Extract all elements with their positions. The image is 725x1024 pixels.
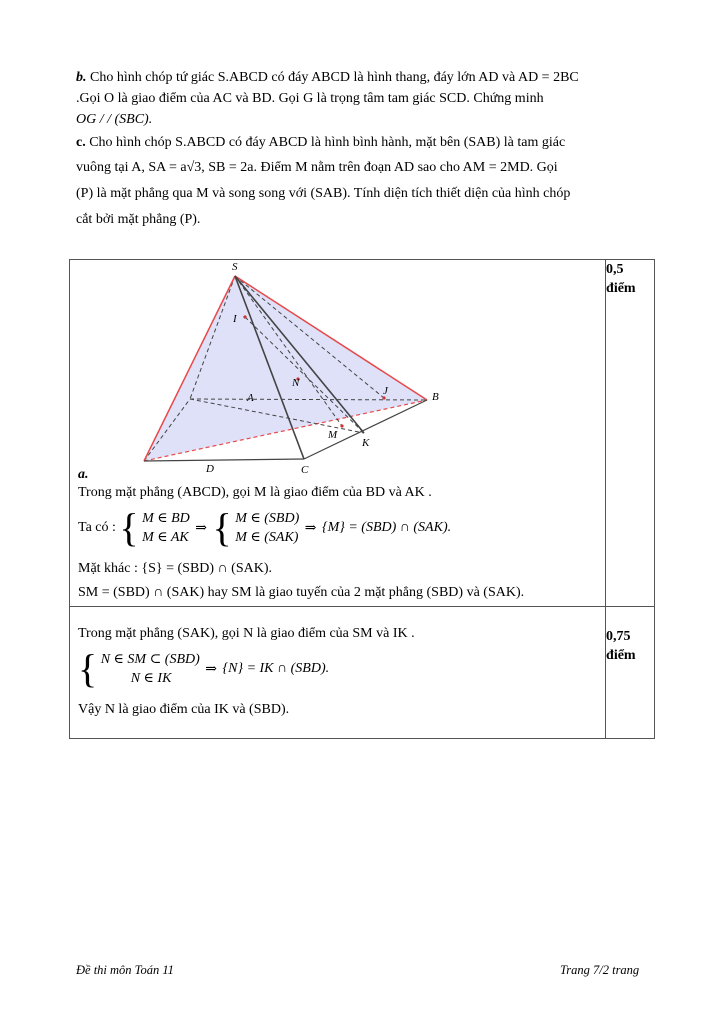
pyramid-figure [132,260,452,475]
problem-b [76,67,656,130]
solution-row-a-content [70,260,606,607]
row-a-line4: SM = (SBD) ∩ (SAK) hay SM là giao tuyến của 2 mặt phẳng (SBD) và (SAK). [78,585,525,600]
solution-row-b-content [70,607,606,739]
label-d: D [206,463,214,475]
footer-left: Đề thi môn Toán 11 [76,963,174,977]
label-m: M [328,429,338,441]
points-row-b: 0,75 điểm [606,607,655,739]
problem-b-label: b. [76,70,87,85]
solution-row-b [70,607,655,739]
left-brace: { [119,505,139,550]
system-left: M ∈ BD M ∈ AK [142,511,190,545]
row-a-system: Ta có : { M ∈ BD M ∈ AK ⇒ { M ∈ (SBD) M ∈ (SAK) ⇒ {M} = (SBD) ∩ (SAK). [78,505,452,550]
point-i [243,315,246,318]
label-j: J [383,385,388,397]
problem-c [76,131,656,233]
left-brace: { [78,646,98,691]
label-c: C [301,464,309,475]
row-b-line3: Vậy N là giao điểm của IK và (SBD). [78,702,290,717]
label-i: I [233,313,237,325]
problem-c-line1: c. Cho hình chóp S.ABCD có đáy ABCD là hình bình hành, mặt bên (SAB) là tam giác [76,135,566,150]
row-b-line1: Trong mặt phẳng (SAK), gọi N là giao điểm của SM và IK . [78,626,415,641]
problem-c-label: c. [76,135,86,150]
problem-b-line3: OG / / (SBC). [76,112,153,127]
row-a-line3: Mặt khác : {S} = (SBD) ∩ (SAK). [78,561,272,576]
solution-row-a [70,260,655,607]
label-k: K [362,437,370,449]
label-a: A [247,392,254,404]
edge-dc [144,459,304,461]
points-row-a: 0,5 điểm [606,260,655,607]
footer-right: Trang 7/2 trang [560,963,640,977]
system-right: M ∈ (SBD) M ∈ (SAK) [235,511,300,545]
row-a-line1: Trong mặt phẳng (ABCD), gọi M là giao điểm của BD và AK . [78,485,432,500]
label-n: N [292,377,300,389]
row-b-system: { N ∈ SM ⊂ (SBD) N ∈ IK ⇒ {N} = IK ∩ (SBD). [78,646,330,691]
system-n: N ∈ SM ⊂ (SBD) N ∈ IK [100,652,200,686]
label-s: S [232,261,238,273]
solution-table [69,259,655,739]
shaded-plane-sdk [144,276,427,461]
problem-c-line3: (P) là mặt phẳng qua M và song song với (SAB). Tính diện tích thiết diện của hình chóp [76,186,571,201]
left-brace: { [212,505,232,550]
point-m [340,424,343,427]
problem-b-line2: .Gọi O là giao điểm của AC và BD. Gọi G là trọng tâm tam giác SCD. Chứng minh [76,91,544,106]
problem-c-line2: vuông tại A, SA = a√3, SB = 2a. Điểm M nằm trên đoạn AD sao cho AM = 2MD. Gọi [76,160,558,175]
label-b: B [432,391,439,403]
problem-c-line4: cắt bởi mặt phẳng (P). [76,212,201,227]
problem-b-line1: b. Cho hình chóp tứ giác S.ABCD có đáy ABCD là hình thang, đáy lớn AD và AD = 2BC [76,70,579,85]
part-a-label: a. [78,467,89,482]
